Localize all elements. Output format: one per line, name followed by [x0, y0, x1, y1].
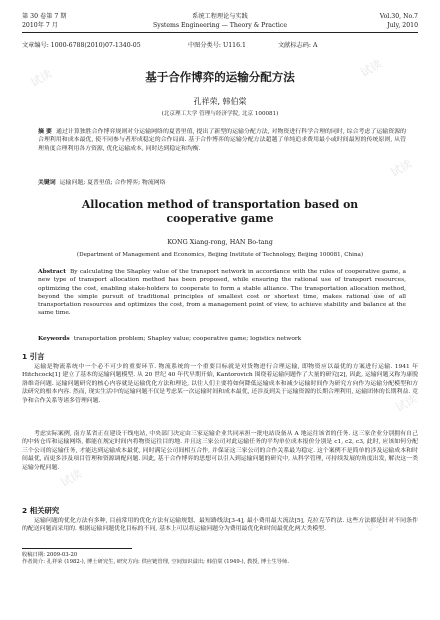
- watermark: 试读: [358, 287, 385, 310]
- authors-zh: 孔祥荣, 韩伯棠: [193, 97, 247, 106]
- section-heading-intro: 1 引言: [22, 352, 45, 361]
- header-rule: [22, 32, 418, 33]
- document-code: 文献标志码: A: [278, 42, 318, 49]
- abstract-en-label: Abstract: [38, 268, 66, 275]
- journal-name-en: Systems Engineering — Theory & Practice: [152, 22, 288, 29]
- section2-paragraph-1: 运输问题的优化方法有多种, 目前常用的优化方法有运输规划、最短路线法[3-4], 最小费用最大流法[5], 克拉克节约法. 这些方法都是针对不同条件的配送问题而采用的. 根据运输问题优化目标的不同, 基本上可以将运输问题分为费用最优化和时间最优化两大类模型.: [22, 518, 418, 533]
- abstract-zh: [38, 128, 406, 153]
- watermark: 试读: [358, 57, 385, 80]
- section-heading-related: 2 相关研究: [22, 506, 60, 515]
- paper-title-zh: 基于合作博弈的运输分配方法: [145, 70, 295, 84]
- journal-name-zh: 系统工程理论与实践: [192, 13, 248, 20]
- keywords-en-label: Keywords: [38, 335, 70, 342]
- section1-paragraph-1: 运输是物流系统中一个必不可少的重要环节. 物流系统的一个重要目标就是对货物进行合理运输, 即物资应以最优的方案进行运输. 1941 年 Hitchcock[1] 建立了基本的运输问题模型. 从 20 世纪 40 年代早期开始, Kantorovich 围绕着运输问题作了大量的研究[2], 因此, 运输问题又称为康脱洛维奇问题. 运输问题研究的核心内容就是运输优化方法和理论, 以往人们主要将如何降低运输成本和减少运输时间作为研究方向作为运输分配模型和方法研究的根本内容. 然而, 现实生活中的运输问题不仅是考虑某一次运输时间和成本最优, 还涉及到关于运输资源的长期合理利用, 运输团体的长期利益. 竞争和合作关系等诸多管理问题.: [22, 364, 418, 404]
- footnote-author-bio: 作者简介: 孔祥荣 (1982-), 博士研究生, 研究方向: 供应链管理, 空间知识溢出; 韩伯棠 (1949-), 教授, 博士生导师.: [22, 559, 290, 565]
- keywords-zh-text: 运输问题; 夏普里值; 合作博弈; 物流网络: [59, 180, 166, 186]
- footnote-rule: [22, 548, 132, 549]
- keywords-en-text: transportation problem; Shapley value; cooperative game; logistics network: [73, 336, 302, 342]
- paper-title-en-line1: Allocation method of transportation based on: [81, 198, 359, 211]
- authors-en: KONG Xiang-rong, HAN Bo-tang: [167, 238, 273, 246]
- section1-paragraph-2: 考虑实际案例, 南方某省正在建设干线电站, 中央部门决定由三家运输企业共同承担一批电站设备从 A 地运往该省的任务. 这三家企业分别拥有自己的中转仓库和运输网络, 都能在规定时间内将物资运往目的地. 并且这三家公司对此运输任务的平均单位成本报价分别是 c1, c2, c3, 此时, 应该如何分配三个公司的运输任务, 才能达到运输成本最优, 同时满足公司间相互合作, 并保证这三家公司的合作关系最为稳定. 这个案例不是简单的涉及运输成本和时间最优, 而更多涉及项目管理和资源调配问题. 因此, 基于合作博弈的思想可以引入到运输问题的研究中, 从科学管理, 可持续发展的角度出发, 解决这一类运输分配问题.: [22, 431, 418, 471]
- paper-title-en-line2: cooperative game: [166, 212, 274, 225]
- header-date-en: July, 2010: [387, 22, 418, 29]
- clc-number: 中图分类号: U116.1: [188, 42, 246, 49]
- watermark: 试读: [393, 392, 420, 415]
- abstract-zh-label: 摘 要: [38, 129, 52, 135]
- header-date: 2010年 7 月: [22, 22, 58, 29]
- header-vol-en: Vol.30, No.7: [379, 13, 418, 20]
- keywords-zh: [38, 179, 406, 187]
- article-id: 文章编号: 1000-6788(2010)07-1340-05: [22, 42, 141, 49]
- header-volume: 第 30 卷第 7 期: [22, 13, 67, 20]
- watermark: 试读: [363, 512, 390, 535]
- watermark: 试读: [58, 467, 85, 490]
- watermark: 试读: [388, 157, 415, 180]
- abstract-zh-text: 通过计算独胜合作博弈规则对分运输网络的夏普里值, 提出了新型的运输分配方法, 对物资进行科学合理的同时, 综合考虑了运输资源的合理利用和成本最优, 使不同参与者形成稳定的合作局面. 基于合作博弈的运输分配方法超越了单纯追求费用最小或时间最短的传统原则, 从管理角度合理利用各方资源, 优化运输成本, 同时达到稳定和均衡.: [38, 129, 407, 152]
- affiliation-en: (Department of Management and Economics, Beijing Institute of Technology, Beijing 100081, China): [76, 252, 364, 258]
- abstract-en: [38, 268, 406, 318]
- keywords-en: [38, 335, 406, 343]
- keywords-zh-label: 关键词: [38, 180, 56, 186]
- affiliation-zh: (北京理工大学 管理与经济学院, 北京 100081): [161, 111, 279, 117]
- abstract-en-text: By calculating the Shapley value of the transport network in accordance with the rules of cooperative game, a new type of transport allocation method has been proposed, while ensuring the rational use of transport resources, optimizing the cost, enabling stake-holders to cooperate to form a stable alliance. The transportation allocation method, beyond the simple pursuit of traditional principles of smallest cost or shortest time, makes rational use of all transportation resources and optimizes the cost, from a management point of view, to achieve stability and balance at the same time.: [38, 269, 406, 317]
- watermark: 试读: [28, 67, 55, 90]
- footnote-received: 收稿日期: 2009-03-20: [22, 552, 78, 558]
